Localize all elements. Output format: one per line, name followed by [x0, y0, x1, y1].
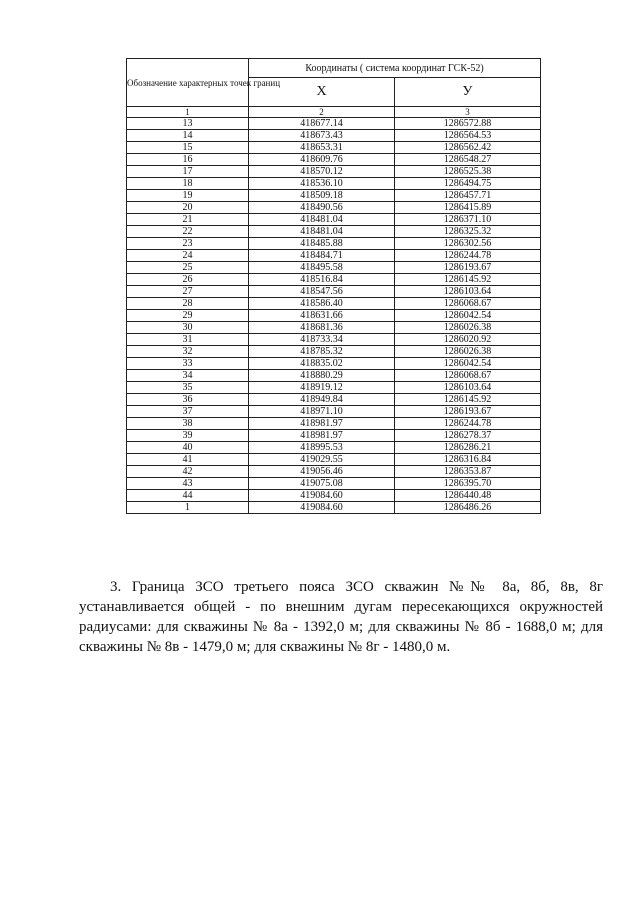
table-row: [127, 238, 541, 250]
y-coordinate-cell: 1286572.88: [395, 118, 541, 130]
y-coordinate-cell: 1286068.67: [395, 370, 541, 382]
x-coordinate-cell: 418490.56: [249, 202, 395, 214]
x-coordinate-cell: 418835.02: [249, 358, 395, 370]
table-row: [127, 370, 541, 382]
y-coordinate-cell: 1286193.67: [395, 262, 541, 274]
x-coordinate-cell: 418609.76: [249, 154, 395, 166]
table-row: [127, 166, 541, 178]
y-coordinate-cell: 1286494.75: [395, 178, 541, 190]
boundary-paragraph: 3. Граница ЗСО третьего пояса ЗСО скважин №№ 8а, 8б, 8в, 8г устанавливается общей - по внешним дугам пересекающихся окружностей радиусами: для скважины № 8а - 1392,0 м; для скважины № 8б - 1688,0 м; для скважины № 8в - 1479,0 м; для скважины № 8г - 1480,0 м.: [79, 579, 603, 655]
y-coordinate-cell: 1286244.78: [395, 418, 541, 430]
table-row: [127, 190, 541, 202]
point-number-cell: 22: [127, 226, 249, 238]
x-coordinate-cell: 418981.97: [249, 418, 395, 430]
x-coordinate-cell: 419056.46: [249, 466, 395, 478]
x-coordinate-cell: 419029.55: [249, 454, 395, 466]
table-row: [127, 346, 541, 358]
x-coordinate-cell: 418547.56: [249, 286, 395, 298]
table-row: [127, 406, 541, 418]
point-number-cell: 21: [127, 214, 249, 226]
table-row: [127, 394, 541, 406]
point-number-cell: 39: [127, 430, 249, 442]
y-coordinate-cell: 1286145.92: [395, 274, 541, 286]
y-coordinate-cell: 1286525.38: [395, 166, 541, 178]
y-coordinate-cell: 1286103.64: [395, 286, 541, 298]
y-coordinate-cell: 1286371.10: [395, 214, 541, 226]
point-number-cell: 34: [127, 370, 249, 382]
point-number-cell: 36: [127, 394, 249, 406]
y-coordinate-cell: 1286395.70: [395, 478, 541, 490]
y-coordinate-cell: 1286026.38: [395, 346, 541, 358]
point-number-cell: 32: [127, 346, 249, 358]
table-row: [127, 310, 541, 322]
x-coordinate-cell: 418516.84: [249, 274, 395, 286]
y-coordinate-cell: 1286103.64: [395, 382, 541, 394]
y-coordinate-cell: 1286564.53: [395, 130, 541, 142]
x-coordinate-cell: 418536.10: [249, 178, 395, 190]
x-coordinate-cell: 418586.40: [249, 298, 395, 310]
x-coordinate-cell: 418673.43: [249, 130, 395, 142]
table-row: [127, 130, 541, 142]
point-number-cell: 15: [127, 142, 249, 154]
point-number-cell: 29: [127, 310, 249, 322]
table-row: [127, 490, 541, 502]
point-number-cell: 37: [127, 406, 249, 418]
table-row: [127, 118, 541, 130]
point-number-cell: 14: [127, 130, 249, 142]
y-coordinate-cell: 1286548.27: [395, 154, 541, 166]
table-row: [127, 466, 541, 478]
y-coordinate-cell: 1286415.89: [395, 202, 541, 214]
x-coordinate-cell: 418485.88: [249, 238, 395, 250]
point-number-cell: 23: [127, 238, 249, 250]
point-number-cell: 26: [127, 274, 249, 286]
x-coordinate-cell: 418995.53: [249, 442, 395, 454]
x-coordinate-cell: 418981.97: [249, 430, 395, 442]
point-number-cell: 43: [127, 478, 249, 490]
y-coordinate-cell: 1286278.37: [395, 430, 541, 442]
table-row: [127, 430, 541, 442]
point-number-cell: 42: [127, 466, 249, 478]
x-coordinate-cell: 419084.60: [249, 502, 395, 514]
y-coordinate-cell: 1286068.67: [395, 298, 541, 310]
x-coordinate-cell: 418677.14: [249, 118, 395, 130]
point-number-cell: 44: [127, 490, 249, 502]
x-coordinate-cell: 418681.36: [249, 322, 395, 334]
point-number-cell: 13: [127, 118, 249, 130]
point-number-cell: 19: [127, 190, 249, 202]
x-coordinate-cell: 418880.29: [249, 370, 395, 382]
point-number-cell: 30: [127, 322, 249, 334]
column-index-row: [127, 107, 541, 118]
table-row: [127, 214, 541, 226]
column-index-cell: 1: [127, 107, 249, 118]
point-number-cell: 40: [127, 442, 249, 454]
table-row: [127, 418, 541, 430]
x-coordinate-cell: 418481.04: [249, 214, 395, 226]
coordinates-table-body: [127, 107, 541, 514]
table-row: [127, 154, 541, 166]
table-row: [127, 442, 541, 454]
point-number-cell: 41: [127, 454, 249, 466]
y-coordinate-cell: 1286193.67: [395, 406, 541, 418]
x-coordinate-cell: 418495.58: [249, 262, 395, 274]
coordinates-table: [126, 58, 541, 514]
x-coordinate-cell: 418484.71: [249, 250, 395, 262]
x-coordinate-cell: 418785.32: [249, 346, 395, 358]
x-coordinate-cell: 419075.08: [249, 478, 395, 490]
point-number-cell: 31: [127, 334, 249, 346]
point-number-cell: 28: [127, 298, 249, 310]
point-number-cell: 18: [127, 178, 249, 190]
y-coordinate-cell: 1286486.26: [395, 502, 541, 514]
table-row: [127, 358, 541, 370]
y-coordinate-cell: 1286042.54: [395, 358, 541, 370]
table-row: [127, 142, 541, 154]
table-row: [127, 286, 541, 298]
table-row: [127, 178, 541, 190]
x-coordinate-cell: 418949.84: [249, 394, 395, 406]
point-number-cell: 25: [127, 262, 249, 274]
y-coordinate-cell: 1286562.42: [395, 142, 541, 154]
x-coordinate-cell: 418971.10: [249, 406, 395, 418]
table-row: [127, 502, 541, 514]
x-coordinate-cell: 418919.12: [249, 382, 395, 394]
y-coordinate-cell: 1286026.38: [395, 322, 541, 334]
x-coordinate-cell: 418481.04: [249, 226, 395, 238]
column-index-cell: 3: [395, 107, 541, 118]
point-number-cell: 27: [127, 286, 249, 298]
table-row: [127, 478, 541, 490]
table-row: [127, 298, 541, 310]
x-coordinate-cell: 419084.60: [249, 490, 395, 502]
table-row: [127, 334, 541, 346]
table-row: [127, 454, 541, 466]
point-number-cell: 17: [127, 166, 249, 178]
y-coordinate-cell: 1286286.21: [395, 442, 541, 454]
point-number-cell: 16: [127, 154, 249, 166]
x-coordinate-cell: 418631.66: [249, 310, 395, 322]
y-coordinate-cell: 1286457.71: [395, 190, 541, 202]
y-coordinate-cell: 1286316.84: [395, 454, 541, 466]
table-row: [127, 274, 541, 286]
y-coordinate-cell: 1286325.32: [395, 226, 541, 238]
point-number-cell: 24: [127, 250, 249, 262]
table-row: [127, 382, 541, 394]
point-number-cell: 35: [127, 382, 249, 394]
point-number-cell: 33: [127, 358, 249, 370]
coordinates-column-header: Координаты ( система координат ГСК-52): [249, 59, 541, 78]
x-coordinate-cell: 418653.31: [249, 142, 395, 154]
point-number-cell: 1: [127, 502, 249, 514]
table-row: [127, 262, 541, 274]
points-column-header: Обозначение характерных точек границ: [127, 59, 249, 107]
x-coordinate-cell: 418733.34: [249, 334, 395, 346]
x-coordinate-cell: 418570.12: [249, 166, 395, 178]
y-coordinate-cell: 1286353.87: [395, 466, 541, 478]
point-number-cell: 38: [127, 418, 249, 430]
table-row: [127, 322, 541, 334]
column-index-cell: 2: [249, 107, 395, 118]
y-column-header: У: [395, 78, 541, 107]
y-coordinate-cell: 1286244.78: [395, 250, 541, 262]
table-row: [127, 202, 541, 214]
point-number-cell: 20: [127, 202, 249, 214]
y-coordinate-cell: 1286042.54: [395, 310, 541, 322]
x-coordinate-cell: 418509.18: [249, 190, 395, 202]
table-row: [127, 250, 541, 262]
y-coordinate-cell: 1286020.92: [395, 334, 541, 346]
y-coordinate-cell: 1286302.56: [395, 238, 541, 250]
y-coordinate-cell: 1286145.92: [395, 394, 541, 406]
table-row: [127, 226, 541, 238]
x-column-header: X: [249, 78, 395, 107]
coordinates-table-wrap: [126, 58, 540, 514]
y-coordinate-cell: 1286440.48: [395, 490, 541, 502]
